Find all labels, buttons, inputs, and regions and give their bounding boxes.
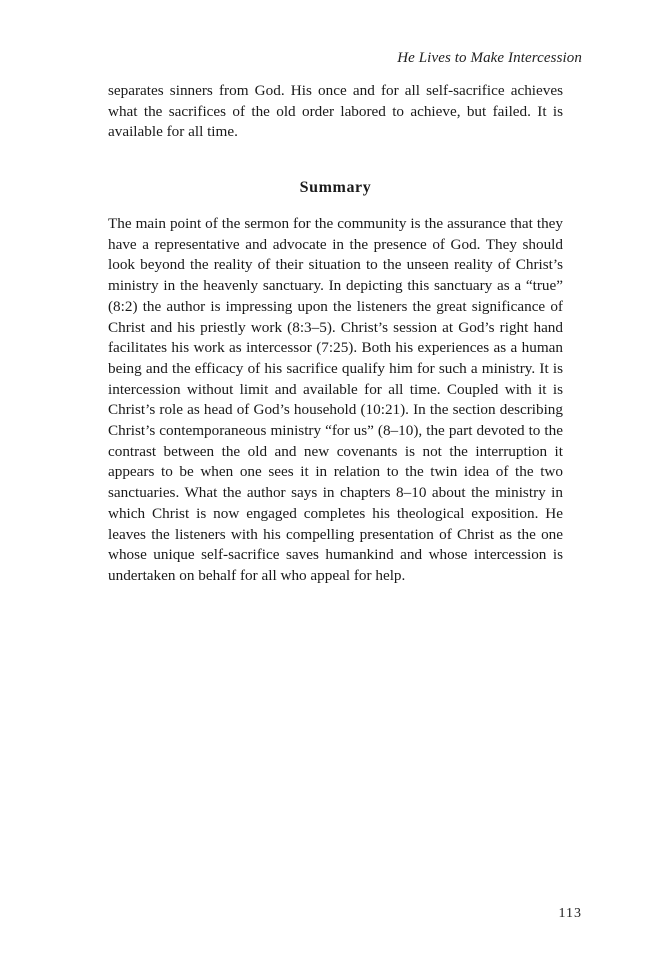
page-number: 113 <box>558 906 582 921</box>
running-head-title: He Lives to Make Intercession <box>397 50 582 66</box>
continued-paragraph: separates sinners from God. His once and for all self-sacrifice achieves what the sacrifices of the old order labored to achieve, but failed. It is available for all time. <box>108 82 563 141</box>
section-heading-summary: Summary <box>299 179 372 196</box>
summary-paragraph: The main point of the sermon for the community is the assurance that they have a representative and advocate in the presence of God. They should look beyond the reality of their situation to the unseen reality of Christ’s ministry in the heavenly sanctuary. In depicting this sanctuary as a “true” (8:2) the author is impressing upon the listeners the great significance of Christ and his priestly work (8:3–5). Christ’s session at God’s right hand facilitates his work as intercessor (7:25). Both his experiences as a human being and the efficacy of his sacrifice qualify him for such a ministry. It is intercession without limit and available for all time. Coupled with it is Christ’s role as head of God’s household (10:21). In the section describing Christ’s contemporaneous ministry “for us” (8–10), the part devoted to the contrast between the old and new covenants is not the interruption it appears to be when one sees it in relation to the twin idea of the two sanctuaries. What the author says in chapters 8–10 about the ministry in which Christ is now engaged completes his theological exposition. He leaves the listeners with his compelling presentation of Christ as the one whose unique self-sacrifice saves humankind and whose intercession is undertaken on behalf for all who appeal for help. <box>108 215 563 584</box>
